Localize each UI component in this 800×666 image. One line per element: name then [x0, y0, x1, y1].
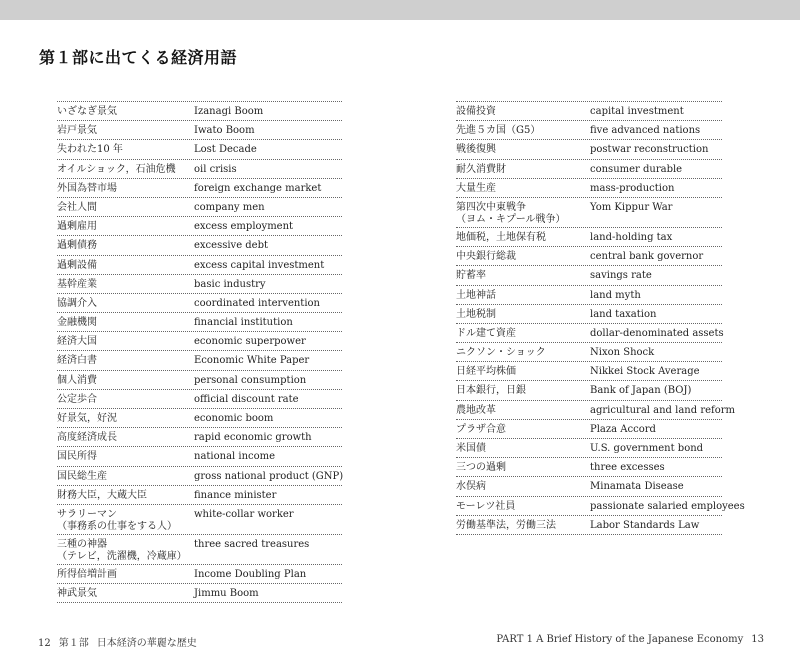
japanese-term: 土地神話 [456, 289, 496, 301]
english-term: postwar reconstruction [590, 144, 709, 156]
english-term: land myth [590, 289, 641, 301]
english-term: U.S. government bond [590, 443, 704, 454]
english-term: excess capital investment [194, 259, 325, 271]
left-part-label: 第１部 [58, 638, 89, 649]
english-term: gross national product (GNP) [194, 470, 344, 482]
japanese-term: 米国債 [456, 443, 486, 454]
english-term: Minamata Disease [590, 481, 684, 493]
glossary-row [456, 420, 722, 439]
japanese-term: 所得倍増計画 [57, 568, 117, 580]
japanese-term: 設備投資 [456, 106, 496, 117]
japanese-term: 外国為替市場 [57, 182, 117, 194]
japanese-term: 過剰設備 [57, 259, 97, 271]
english-term: Jimmu Boom [194, 588, 259, 600]
japanese-term: 経済大国 [57, 336, 97, 348]
glossary-row [456, 497, 745, 516]
japanese-term: 地価税，土地保有税 [456, 231, 546, 243]
glossary-row [456, 102, 722, 121]
glossary-row [456, 477, 722, 496]
english-term: coordinated intervention [194, 297, 320, 309]
english-term: Nikkei Stock Average [590, 366, 700, 378]
english-term: economic superpower [194, 336, 306, 348]
english-term: capital investment [590, 106, 684, 117]
english-term: rapid economic growth [194, 432, 312, 444]
glossary-row [456, 121, 722, 140]
japanese-term: 高度経済成長 [57, 432, 117, 444]
glossary-row [57, 140, 342, 159]
japanese-term: 会社人間 [57, 201, 97, 213]
japanese-term: 経済白書 [57, 355, 97, 367]
japanese-term: 第四次中東戦争 （ヨム・キプール戦争） [456, 201, 566, 225]
english-term: Nixon Shock [590, 347, 655, 359]
glossary-row [57, 565, 342, 584]
page-heading: 第１部に出てくる経済用語 [39, 48, 238, 67]
glossary-row [456, 362, 722, 381]
glossary-row [456, 140, 722, 159]
glossary-row [57, 505, 342, 535]
japanese-term: 好景気，好況 [57, 413, 117, 424]
japanese-term: 中央銀行総裁 [456, 251, 516, 263]
glossary-row [57, 275, 342, 294]
japanese-term: 協調介入 [57, 297, 97, 309]
english-term: basic industry [194, 278, 266, 290]
glossary-row [57, 535, 342, 565]
japanese-term: ドル建て資産 [456, 327, 516, 339]
glossary-row [456, 228, 722, 247]
glossary-row [57, 102, 342, 121]
footer-right [496, 634, 764, 645]
glossary-row [57, 179, 342, 198]
glossary-row [456, 458, 722, 477]
english-term: savings rate [590, 270, 652, 282]
japanese-term: オイルショック，石油危機 [57, 163, 176, 175]
glossary-right-column [456, 101, 745, 535]
top-gray-band [0, 0, 800, 20]
english-term: Yom Kippur War [590, 201, 673, 213]
english-term: Izanagi Boom [194, 106, 264, 117]
glossary-row [456, 286, 722, 305]
english-term: Lost Decade [194, 144, 257, 156]
glossary-row [456, 160, 722, 179]
japanese-term: 財務大臣，大蔵大臣 [57, 489, 147, 501]
glossary-row [57, 486, 342, 505]
japanese-term: 先進５カ国（G5） [456, 125, 541, 137]
english-term: official discount rate [194, 393, 299, 405]
japanese-term: 過剰雇用 [57, 221, 97, 233]
english-term: financial institution [194, 317, 293, 329]
footer-left [38, 634, 197, 649]
glossary-row [456, 179, 722, 198]
english-term: personal consumption [194, 374, 307, 386]
glossary-row [456, 343, 722, 362]
english-term: Iwato Boom [194, 125, 255, 137]
glossary-row [456, 439, 722, 458]
japanese-term: 岩戸景気 [57, 125, 97, 137]
left-chapter-title: 日本経済の華麗な歴史 [96, 638, 197, 649]
japanese-term: 個人消費 [57, 374, 97, 386]
english-term: passionate salaried employees [590, 500, 745, 512]
english-term: excess employment [194, 221, 294, 233]
japanese-term: 貯蓄率 [456, 270, 486, 282]
english-term: land taxation [590, 308, 657, 320]
glossary-row [456, 266, 722, 285]
english-term: foreign exchange market [194, 182, 322, 194]
english-term: three sacred treasures [194, 538, 310, 550]
japanese-term: 過剰債務 [57, 240, 97, 252]
english-term: company men [194, 201, 265, 213]
english-term: land-holding tax [590, 231, 673, 243]
glossary-row [57, 236, 342, 255]
glossary-row [57, 294, 342, 313]
glossary-row [57, 409, 342, 428]
glossary-row [57, 121, 342, 140]
japanese-term: 基幹産業 [57, 278, 97, 290]
glossary-row [57, 332, 342, 351]
japanese-term: 金融機関 [57, 317, 97, 329]
english-term: three excesses [590, 462, 665, 474]
glossary-row [456, 247, 722, 266]
glossary-row [456, 516, 722, 535]
english-term: dollar-denominated assets [590, 327, 724, 339]
english-term: national income [194, 451, 276, 463]
glossary-row [456, 401, 736, 420]
right-page-number: 13 [751, 634, 764, 645]
english-term: central bank governor [590, 251, 704, 263]
japanese-term: 日経平均株価 [456, 366, 516, 378]
japanese-term: サラリーマン （事務系の仕事をする人） [57, 508, 177, 532]
english-term: oil crisis [194, 163, 237, 175]
english-term: white-collar worker [194, 508, 294, 520]
glossary-row [57, 447, 342, 466]
glossary-row [456, 324, 722, 343]
japanese-term: 農地改革 [456, 404, 496, 416]
glossary-row [57, 428, 342, 447]
english-term: five advanced nations [590, 125, 701, 137]
glossary-row [57, 467, 342, 486]
english-term: finance minister [194, 489, 277, 501]
english-term: mass-production [590, 182, 675, 194]
glossary-row [57, 217, 342, 236]
japanese-term: いざなぎ景気 [57, 106, 117, 117]
english-term: Income Doubling Plan [194, 568, 307, 580]
japanese-term: 日本銀行，日銀 [456, 385, 526, 397]
glossary-row [57, 313, 342, 332]
english-term: consumer durable [590, 163, 683, 175]
japanese-term: 三つの過剰 [456, 462, 506, 474]
english-term: Labor Standards Law [590, 519, 700, 531]
glossary-row [57, 198, 342, 217]
japanese-term: プラザ合意 [456, 423, 506, 435]
glossary-row [57, 351, 342, 370]
glossary-row [456, 198, 722, 228]
glossary-row [57, 390, 342, 409]
glossary-left-column [57, 101, 342, 603]
glossary-row [57, 371, 342, 390]
japanese-term: モーレツ社員 [456, 500, 516, 512]
english-term: agricultural and land reform [590, 404, 736, 416]
japanese-term: 失われた10 年 [57, 144, 123, 156]
glossary-row [57, 160, 342, 179]
japanese-term: 神武景気 [57, 588, 97, 600]
japanese-term: 国民所得 [57, 451, 97, 463]
japanese-term: ニクソン・ショック [456, 347, 546, 359]
glossary-row [57, 256, 342, 275]
left-page-number: 12 [38, 638, 51, 649]
japanese-term: 大量生産 [456, 182, 496, 194]
japanese-term: 公定歩合 [57, 393, 97, 405]
english-term: excessive debt [194, 240, 269, 252]
glossary-row [456, 305, 722, 324]
english-term: Bank of Japan (BOJ) [590, 385, 692, 397]
japanese-term: 戦後復興 [456, 144, 496, 156]
japanese-term: 水俣病 [456, 481, 486, 493]
japanese-term: 土地税制 [456, 308, 496, 320]
english-term: Plaza Accord [590, 423, 656, 435]
japanese-term: 耐久消費財 [456, 163, 506, 175]
english-term: economic boom [194, 413, 274, 424]
japanese-term: 三種の神器 （テレビ，洗濯機，冷蔵庫） [57, 538, 187, 562]
japanese-term: 労働基準法，労働三法 [456, 519, 556, 531]
english-term: Economic White Paper [194, 355, 310, 367]
japanese-term: 国民総生産 [57, 470, 107, 482]
glossary-row [57, 584, 342, 603]
glossary-row [456, 381, 722, 400]
right-running-title: PART 1 A Brief History of the Japanese Economy [496, 634, 744, 645]
